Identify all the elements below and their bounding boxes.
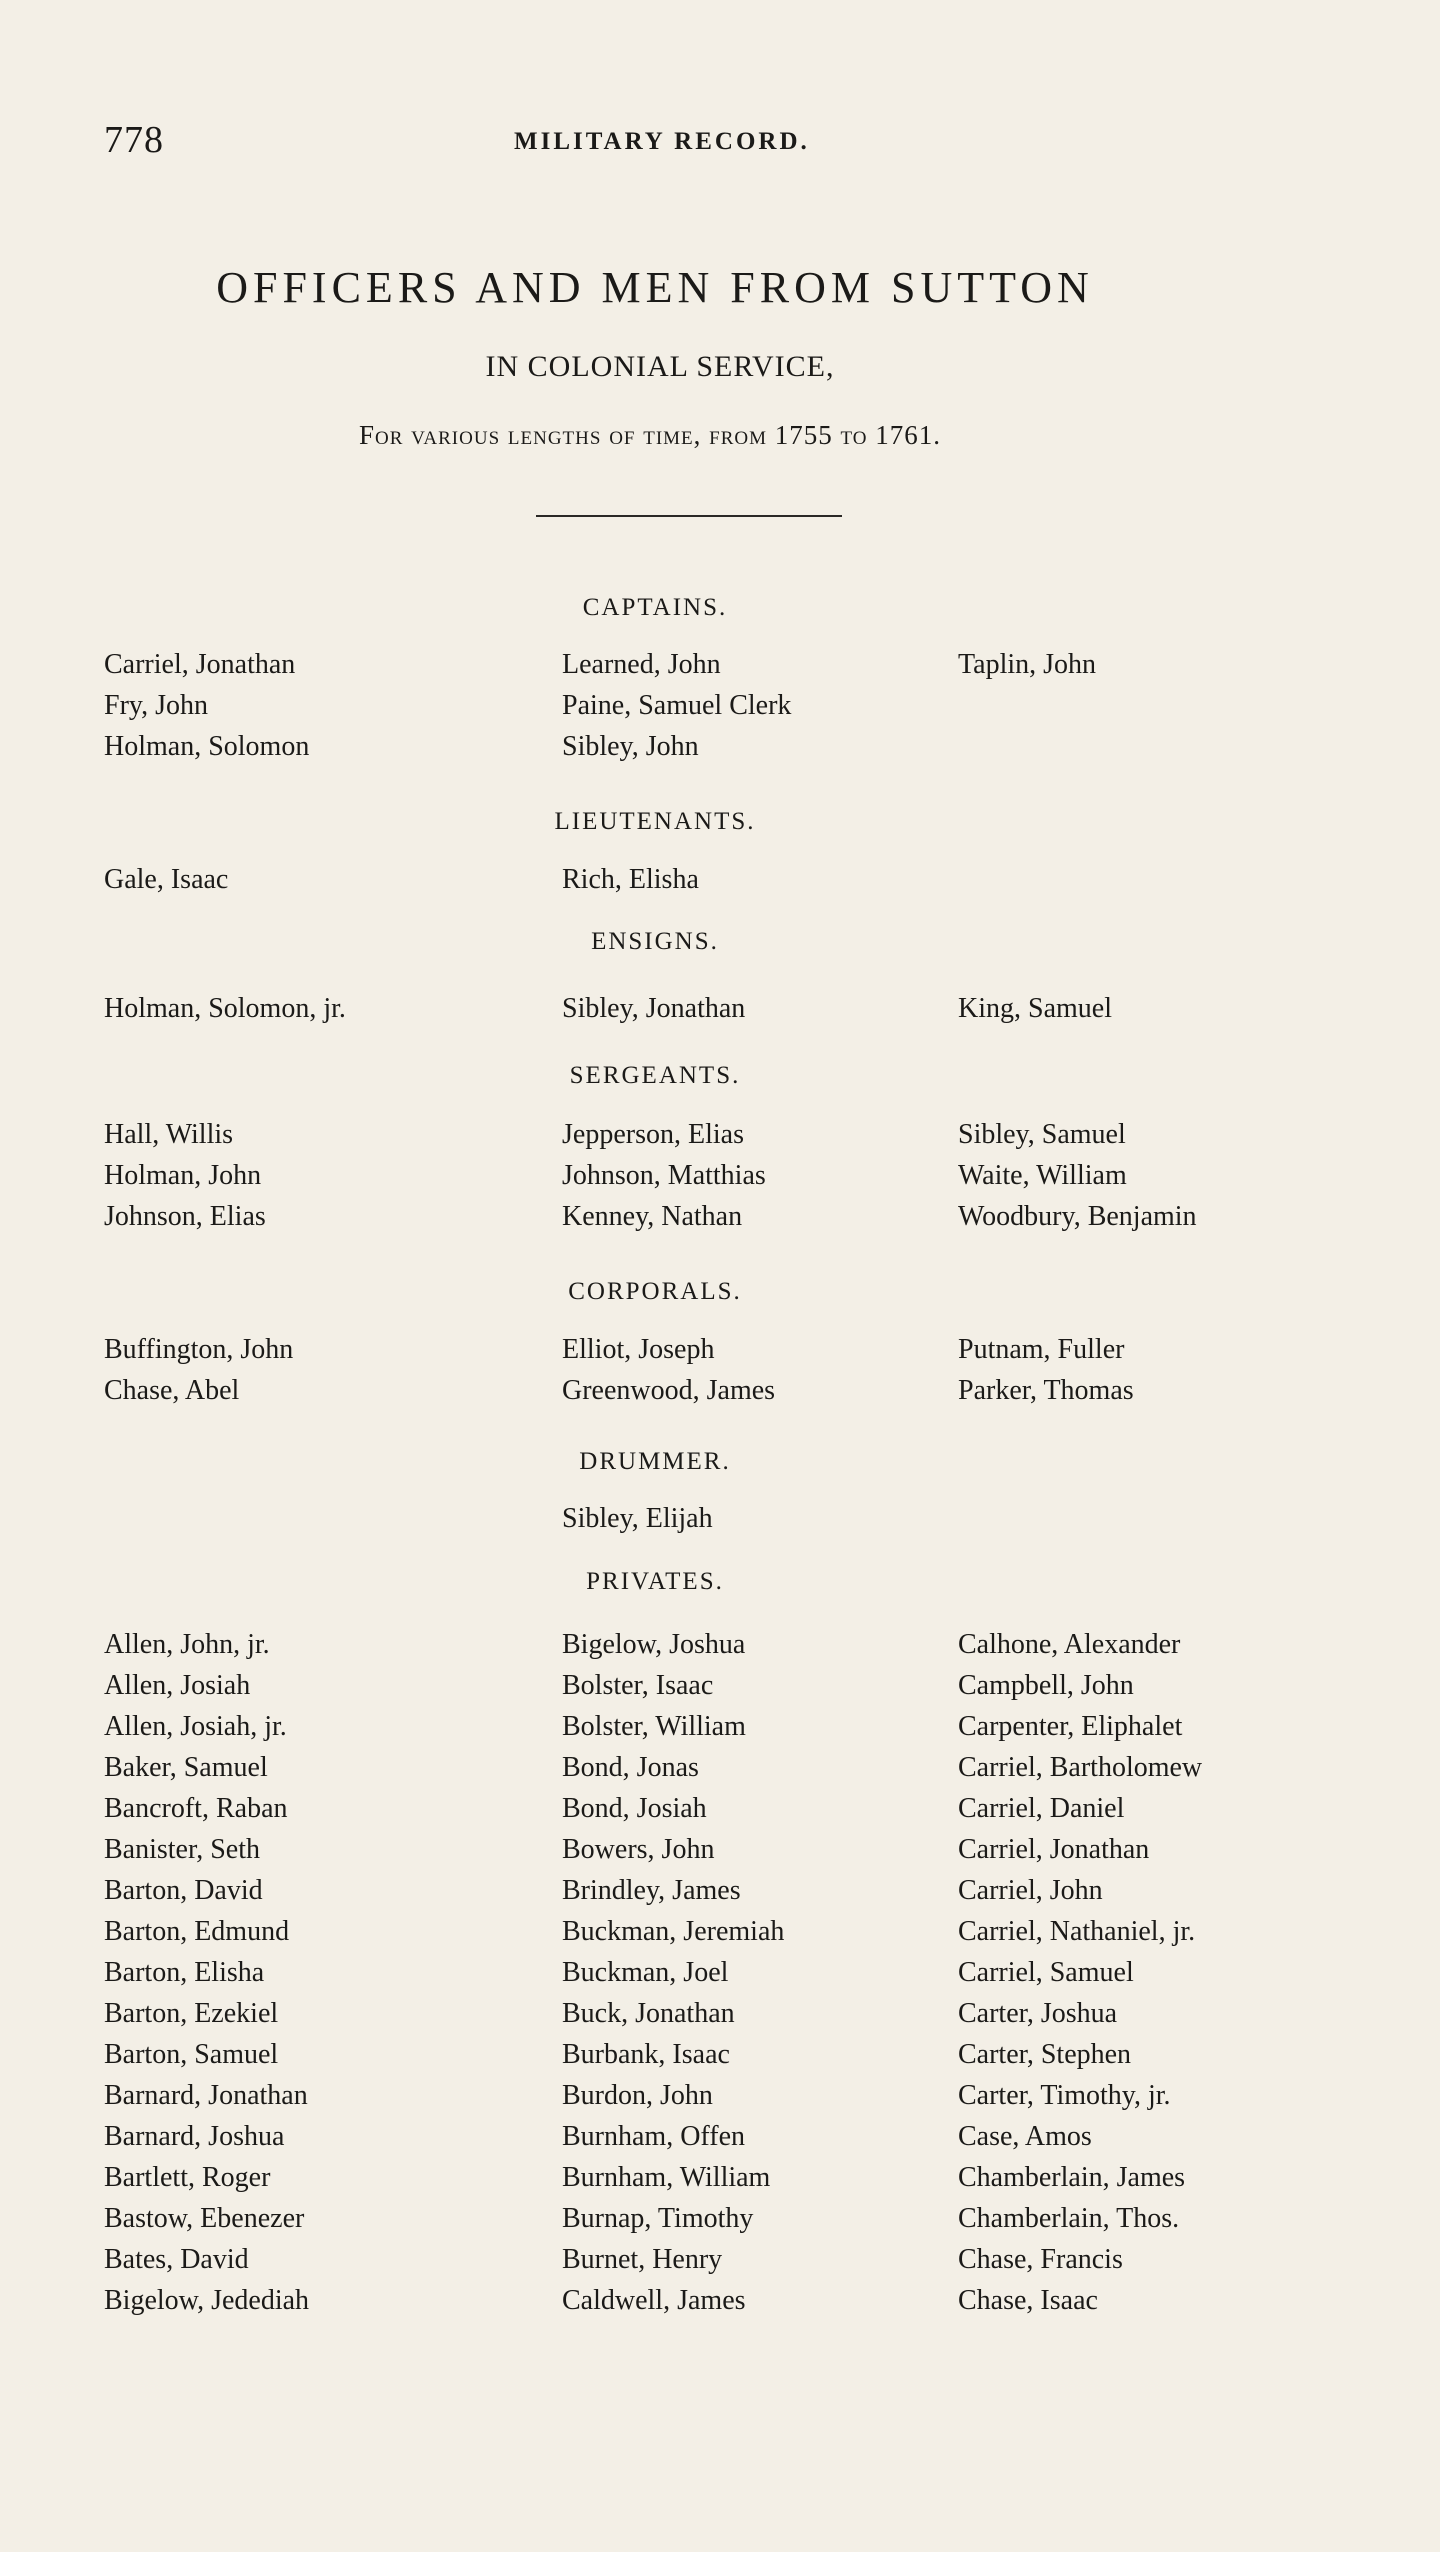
list-item: Baker, Samuel bbox=[104, 1752, 268, 1783]
list-item: Bond, Jonas bbox=[562, 1752, 699, 1783]
list-item: Caldwell, James bbox=[562, 2285, 746, 2316]
list-item: Carriel, Jonathan bbox=[958, 1834, 1150, 1865]
list-item: Burnap, Timothy bbox=[562, 2203, 754, 2234]
list-item: Holman, Solomon bbox=[104, 731, 310, 762]
list-item: Putnam, Fuller bbox=[958, 1334, 1125, 1365]
list-item: Brindley, James bbox=[562, 1875, 741, 1906]
list-item: Bigelow, Joshua bbox=[562, 1629, 746, 1660]
list-item: Burbank, Isaac bbox=[562, 2039, 730, 2070]
list-item: Jepperson, Elias bbox=[562, 1119, 744, 1150]
list-item: Burnet, Henry bbox=[562, 2244, 723, 2275]
list-item: Carter, Timothy, jr. bbox=[958, 2080, 1171, 2111]
list-item: Taplin, John bbox=[958, 649, 1097, 680]
section-heading-lieutenants bbox=[0, 808, 1440, 836]
list-item: Fry, John bbox=[104, 690, 208, 721]
list-item: Banister, Seth bbox=[104, 1834, 260, 1865]
page-title-text: OFFICERS AND MEN FROM SUTTON bbox=[216, 263, 1094, 312]
list-item: King, Samuel bbox=[958, 993, 1112, 1024]
page-title bbox=[0, 262, 1440, 313]
captains-col3 bbox=[958, 644, 1096, 685]
list-item: Barton, Elisha bbox=[104, 1957, 265, 1988]
captains-col1 bbox=[104, 644, 309, 767]
list-item: Barnard, Jonathan bbox=[104, 2080, 308, 2111]
list-item: Buck, Jonathan bbox=[562, 1998, 735, 2029]
section-heading-privates bbox=[0, 1568, 1440, 1596]
list-item: Carriel, Bartholomew bbox=[958, 1752, 1203, 1783]
list-item: Chase, Isaac bbox=[958, 2285, 1098, 2316]
list-item: Chase, Abel bbox=[104, 1375, 240, 1406]
captains-col2 bbox=[562, 644, 791, 767]
list-item: Paine, Samuel Clerk bbox=[562, 690, 792, 721]
page-number: 778 bbox=[104, 119, 164, 161]
privates-col3 bbox=[958, 1624, 1202, 2321]
list-item: Carriel, Nathaniel, jr. bbox=[958, 1916, 1196, 1947]
list-item: Allen, John, jr. bbox=[104, 1629, 270, 1660]
section-heading-sergeants-text: SERGEANTS. bbox=[569, 1062, 741, 1089]
list-item: Sibley, Jonathan bbox=[562, 993, 746, 1024]
list-item: Greenwood, James bbox=[562, 1375, 776, 1406]
section-heading-ensigns-text: ENSIGNS. bbox=[591, 928, 719, 955]
list-item: Rich, Elisha bbox=[562, 864, 699, 895]
list-item: Elliot, Joseph bbox=[562, 1334, 715, 1365]
list-item: Gale, Isaac bbox=[104, 864, 229, 895]
page-subtitle bbox=[0, 350, 1440, 384]
section-heading-privates-text: PRIVATES. bbox=[586, 1568, 724, 1595]
corporals-col1 bbox=[104, 1329, 293, 1411]
lieutenants-col2 bbox=[562, 859, 699, 900]
list-item: Bartlett, Roger bbox=[104, 2162, 271, 2193]
section-heading-corporals bbox=[0, 1278, 1440, 1306]
list-item: Holman, John bbox=[104, 1160, 262, 1191]
section-heading-captains bbox=[0, 594, 1440, 622]
section-heading-ensigns bbox=[0, 928, 1440, 956]
list-item: Barton, David bbox=[104, 1875, 263, 1906]
list-item: Johnson, Matthias bbox=[562, 1160, 766, 1191]
list-item: Buckman, Jeremiah bbox=[562, 1916, 785, 1947]
section-heading-lieutenants-text: LIEUTENANTS. bbox=[554, 808, 756, 835]
list-item: Burdon, John bbox=[562, 2080, 713, 2111]
section-heading-drummer bbox=[0, 1448, 1440, 1476]
list-item: Carriel, Daniel bbox=[958, 1793, 1125, 1824]
list-item: Learned, John bbox=[562, 649, 721, 680]
running-head bbox=[104, 118, 1264, 168]
list-item: Bolster, William bbox=[562, 1711, 746, 1742]
sergeants-col2 bbox=[562, 1114, 766, 1237]
sergeants-col3 bbox=[958, 1114, 1197, 1237]
list-item: Allen, Josiah, jr. bbox=[104, 1711, 287, 1742]
divider bbox=[536, 515, 842, 517]
list-item: Sibley, John bbox=[562, 731, 699, 762]
list-item: Bastow, Ebenezer bbox=[104, 2203, 305, 2234]
privates-col2 bbox=[562, 1624, 784, 2321]
ensigns-col1 bbox=[104, 988, 346, 1029]
running-title: MILITARY RECORD. bbox=[514, 128, 810, 155]
corporals-col3 bbox=[958, 1329, 1134, 1411]
list-item: Carter, Joshua bbox=[958, 1998, 1118, 2029]
list-item: Waite, William bbox=[958, 1160, 1127, 1191]
ensigns-col3 bbox=[958, 988, 1112, 1029]
ensigns-col2 bbox=[562, 988, 745, 1029]
list-item: Holman, Solomon, jr. bbox=[104, 993, 346, 1024]
sergeants-col1 bbox=[104, 1114, 266, 1237]
lieutenants-col1 bbox=[104, 859, 228, 900]
list-item: Sibley, Samuel bbox=[958, 1119, 1126, 1150]
section-heading-sergeants bbox=[0, 1062, 1440, 1090]
list-item: Hall, Willis bbox=[104, 1119, 234, 1150]
list-item: Chamberlain, Thos. bbox=[958, 2203, 1180, 2234]
list-item: Chase, Francis bbox=[958, 2244, 1123, 2275]
list-item: Bolster, Isaac bbox=[562, 1670, 714, 1701]
list-item: Bates, David bbox=[104, 2244, 249, 2275]
list-item: Case, Amos bbox=[958, 2121, 1092, 2152]
list-item: Carter, Stephen bbox=[958, 2039, 1132, 2070]
section-heading-captains-text: CAPTAINS. bbox=[582, 594, 728, 621]
list-item: Bowers, John bbox=[562, 1834, 715, 1865]
list-item: Kenney, Nathan bbox=[562, 1201, 743, 1232]
list-item: Bigelow, Jedediah bbox=[104, 2285, 310, 2316]
list-item: Buckman, Joel bbox=[562, 1957, 729, 1988]
list-item: Carpenter, Eliphalet bbox=[958, 1711, 1183, 1742]
list-item: Carriel, John bbox=[958, 1875, 1103, 1906]
list-item: Carriel, Jonathan bbox=[104, 649, 296, 680]
list-item: Woodbury, Benjamin bbox=[958, 1201, 1197, 1232]
corporals-col2 bbox=[562, 1329, 775, 1411]
page-subheading-text: For various lengths of time, from 1755 to 1761. bbox=[358, 420, 942, 450]
list-item: Allen, Josiah bbox=[104, 1670, 251, 1701]
list-item: Bond, Josiah bbox=[562, 1793, 707, 1824]
list-item: Chamberlain, James bbox=[958, 2162, 1186, 2193]
list-item: Carriel, Samuel bbox=[958, 1957, 1134, 1988]
list-item: Burnham, William bbox=[562, 2162, 771, 2193]
list-item: Barton, Ezekiel bbox=[104, 1998, 279, 2029]
list-item: Parker, Thomas bbox=[958, 1375, 1134, 1406]
section-heading-drummer-text: DRUMMER. bbox=[579, 1448, 731, 1475]
list-item: Johnson, Elias bbox=[104, 1201, 266, 1232]
list-item: Barton, Samuel bbox=[104, 2039, 279, 2070]
list-item: Sibley, Elijah bbox=[562, 1503, 713, 1534]
list-item: Calhone, Alexander bbox=[958, 1629, 1181, 1660]
list-item: Barton, Edmund bbox=[104, 1916, 290, 1947]
list-item: Barnard, Joshua bbox=[104, 2121, 285, 2152]
section-heading-corporals-text: CORPORALS. bbox=[568, 1278, 742, 1305]
privates-col1 bbox=[104, 1624, 309, 2321]
list-item: Bancroft, Raban bbox=[104, 1793, 288, 1824]
page-subtitle-text: IN COLONIAL SERVICE, bbox=[485, 350, 835, 383]
list-item: Burnham, Offen bbox=[562, 2121, 745, 2152]
list-item: Campbell, John bbox=[958, 1670, 1134, 1701]
list-item: Buffington, John bbox=[104, 1334, 294, 1365]
page-subheading bbox=[0, 420, 1440, 451]
drummer-col2 bbox=[562, 1498, 713, 1539]
